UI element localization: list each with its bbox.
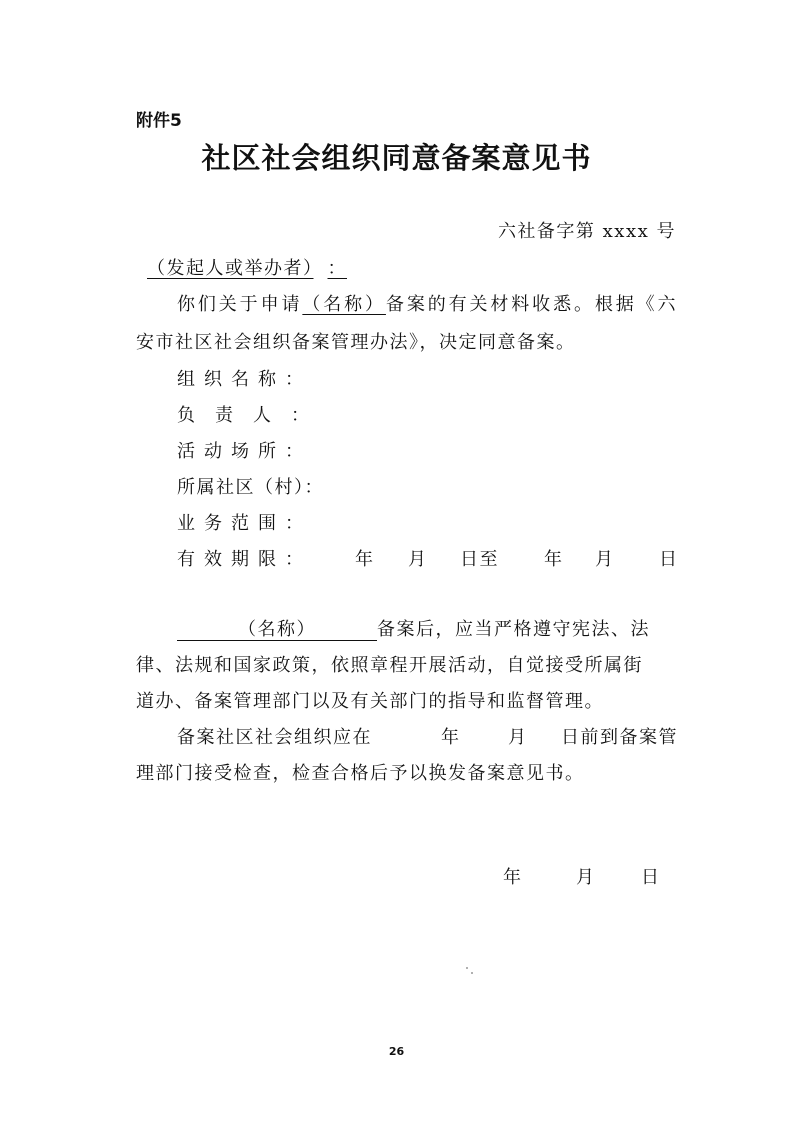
obligation-name-placeholder: （名称）	[177, 620, 377, 641]
obligation-line-1-rest: 备案后，应当严格遵守宪法、法	[377, 619, 650, 640]
validity-day-to: 日至	[460, 549, 499, 570]
scan-speck	[466, 967, 468, 969]
inspection-line-1	[177, 723, 677, 747]
intro-line-1	[177, 290, 677, 316]
inspection-month: 月	[508, 727, 528, 748]
date-month: 月	[576, 867, 596, 888]
field-community	[177, 473, 324, 499]
addressee	[147, 254, 347, 280]
field-label: 活动场所：	[177, 441, 312, 462]
inspection-line-2: 理部门接受检查，检查合格后予以换发备案意见书。	[136, 763, 585, 784]
field-label: 组织名称：	[177, 369, 312, 390]
date-year: 年	[503, 867, 523, 888]
obligation-line-1	[177, 615, 677, 641]
inspection-part-b: 日前到备案管	[561, 727, 678, 748]
date-day: 日	[641, 867, 661, 888]
field-organization-name	[177, 365, 312, 391]
field-responsible-person	[177, 401, 329, 427]
field-label: 业务范围：	[177, 513, 312, 534]
validity-day-2: 日	[659, 549, 679, 570]
validity-month-2: 月	[595, 549, 615, 570]
validity-label: 有效期限：	[177, 549, 312, 570]
intro-name-placeholder: （名称）	[302, 294, 386, 315]
inspection-year: 年	[441, 727, 461, 748]
field-activity-venue	[177, 437, 312, 463]
signature-date	[503, 863, 663, 887]
attachment-label: 附件5	[136, 111, 182, 131]
intro-line-2: 安市社区社会组织备案管理办法》，决定同意备案。	[136, 332, 576, 353]
validity-month-1: 月	[408, 549, 428, 570]
intro-part-2: 备案的有关材料收悉。根据《六	[385, 294, 678, 315]
intro-part-1: 你们关于申请	[177, 294, 303, 315]
field-validity-period	[177, 545, 677, 569]
field-label: 负责人：	[177, 405, 329, 426]
document-number: 六社备字第 xxxx 号	[497, 221, 676, 242]
validity-year-2: 年	[544, 549, 564, 570]
field-label: 所属社区（村）：	[177, 477, 324, 498]
validity-year-1: 年	[355, 549, 375, 570]
obligation-line-2: 律、法规和国家政策，依照章程开展活动，自觉接受所属街	[136, 655, 643, 676]
page-number: 26	[388, 1045, 405, 1058]
obligation-line-3: 道办、备案管理部门以及有关部门的指导和监督管理。	[136, 691, 604, 712]
inspection-part-a: 备案社区社会组织应在	[177, 727, 372, 748]
addressee-colon: ：	[327, 258, 347, 279]
field-business-scope	[177, 509, 312, 535]
addressee-name: （发起人或举办者）	[147, 258, 314, 279]
scan-speck	[471, 972, 473, 974]
document-title: 社区社会组织同意备案意见书	[201, 141, 592, 175]
